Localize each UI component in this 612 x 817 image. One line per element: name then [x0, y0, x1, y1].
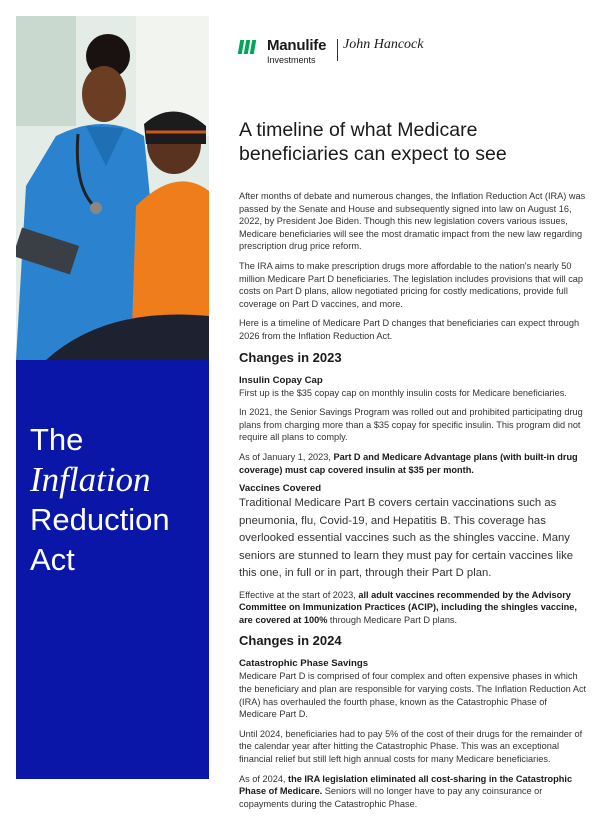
manulife-logo-icon — [239, 40, 257, 59]
brand-sub: Investments — [267, 55, 316, 65]
catastrophic-paragraph — [239, 773, 587, 811]
panel-title-line4: Act — [30, 542, 75, 577]
insulin-paragraph: First up is the $35 copay cap on monthly insulin costs for Medicare beneficiaries. — [239, 387, 567, 398]
vaccines-effective-text: Effective at the start of 2023, — [239, 589, 359, 600]
insulin-date-text: As of January 1, 2023, — [239, 451, 334, 462]
nurse-patient-photo — [16, 16, 209, 360]
catastrophic-paragraph: Medicare Part D is comprised of four complex and often expensive phases in which the beneficiary and plan are responsible for varying costs. The Inflation Reduction Act (IRA) has overhauled the fourth phase, known as the Catastrophic Phase of Medicare Part D. — [239, 671, 587, 720]
catastrophic-elimination-text: the IRA legislation eliminated all cost-sharing in the Catastrophic Phase of Medicare. — [239, 773, 573, 797]
vaccines-paragraph: Traditional Medicare Part B covers certain vaccinations such as pneumonia, flu, Covid-19, and Hepatitis B. This coverage has overlooked essential vaccines such as the shingles vaccine. Many seniors are stunned to learn they must pay for certain vaccines like this one, in full or in part, through their Part D plan. — [239, 497, 574, 580]
insulin-heading: Insulin Copay Cap — [239, 374, 323, 386]
headline-line1: A timeline of what Medicare — [239, 119, 478, 141]
brand-name: Manulife — [267, 37, 327, 54]
vaccines-plans-text: through Medicare Part D plans. — [327, 614, 458, 625]
headline-line2: beneficiaries can expect to see — [239, 143, 507, 165]
catastrophic-date-text: As of 2024, — [239, 773, 289, 784]
page-headline — [239, 118, 569, 166]
logo-divider — [337, 39, 338, 61]
catastrophic-result-text: Seniors will no longer have to pay any coinsurance or copayments during the Catastrophic Phase. — [239, 786, 543, 809]
insulin-paragraph — [239, 451, 587, 476]
article-body — [239, 190, 587, 817]
intro-paragraph: After months of debate and numerous changes, the Inflation Reduction Act (IRA) was passed by the Senate and House and subsequently signed into law on August 16, 2022, by President Joe Biden. Though this new legislation covers various issues, Medicare beneficiaries will see the most dramatic impact from the new law regarding prescription drug price reform. — [239, 191, 586, 252]
catastrophic-heading: Catastrophic Phase Savings — [239, 658, 369, 670]
brand-logo — [239, 37, 439, 67]
vaccines-coverage-text: all adult vaccines recommended by the Advisory Committee on Immunization Practices (ACIP), including the shingles vaccine, are covered at 100% — [239, 589, 577, 625]
vaccines-paragraph — [239, 589, 587, 627]
insulin-paragraph: In 2021, the Senior Savings Program was rolled out and prohibited participating drug plans from charging more than a $35 copay for specific insulin. This program did not require all plans to comply. — [239, 407, 583, 443]
intro-paragraph: Here is a timeline of Medicare Part D changes that beneficiaries can expect through 2026 from the Inflation Reduction Act. — [239, 318, 580, 341]
panel-title-line3: Reduction — [30, 502, 170, 537]
panel-title-line2: Inflation — [30, 460, 151, 499]
catastrophic-paragraph: Until 2024, beneficiaries had to pay 5% of the cost of their drugs for the remainder of the calendar year after hitting the Catastrophic Phase. This was an exceptional financial relief but still left high annual costs for many Medicare beneficiaries. — [239, 728, 583, 764]
section-heading-2023: Changes in 2023 — [239, 349, 342, 365]
panel-title-line1: The — [30, 422, 84, 457]
panel-title — [30, 420, 170, 580]
partner-name: John Hancock — [343, 37, 424, 52]
intro-paragraph: The IRA aims to make prescription drugs more affordable to the nation's nearly 50 million Medicare Part D beneficiaries. The legislation includes provisions that will cap costs on Part D plans, allow negotiated pricing for costly medications, provide full coverage on Part D vaccines, and more. — [239, 260, 584, 309]
vaccines-heading: Vaccines Covered — [239, 483, 322, 495]
insulin-cap-text: Part D and Medicare Advantage plans (with built-in drug coverage) must cap covered insulin at $35 per month. — [239, 451, 578, 475]
section-heading-2024: Changes in 2024 — [239, 633, 342, 649]
